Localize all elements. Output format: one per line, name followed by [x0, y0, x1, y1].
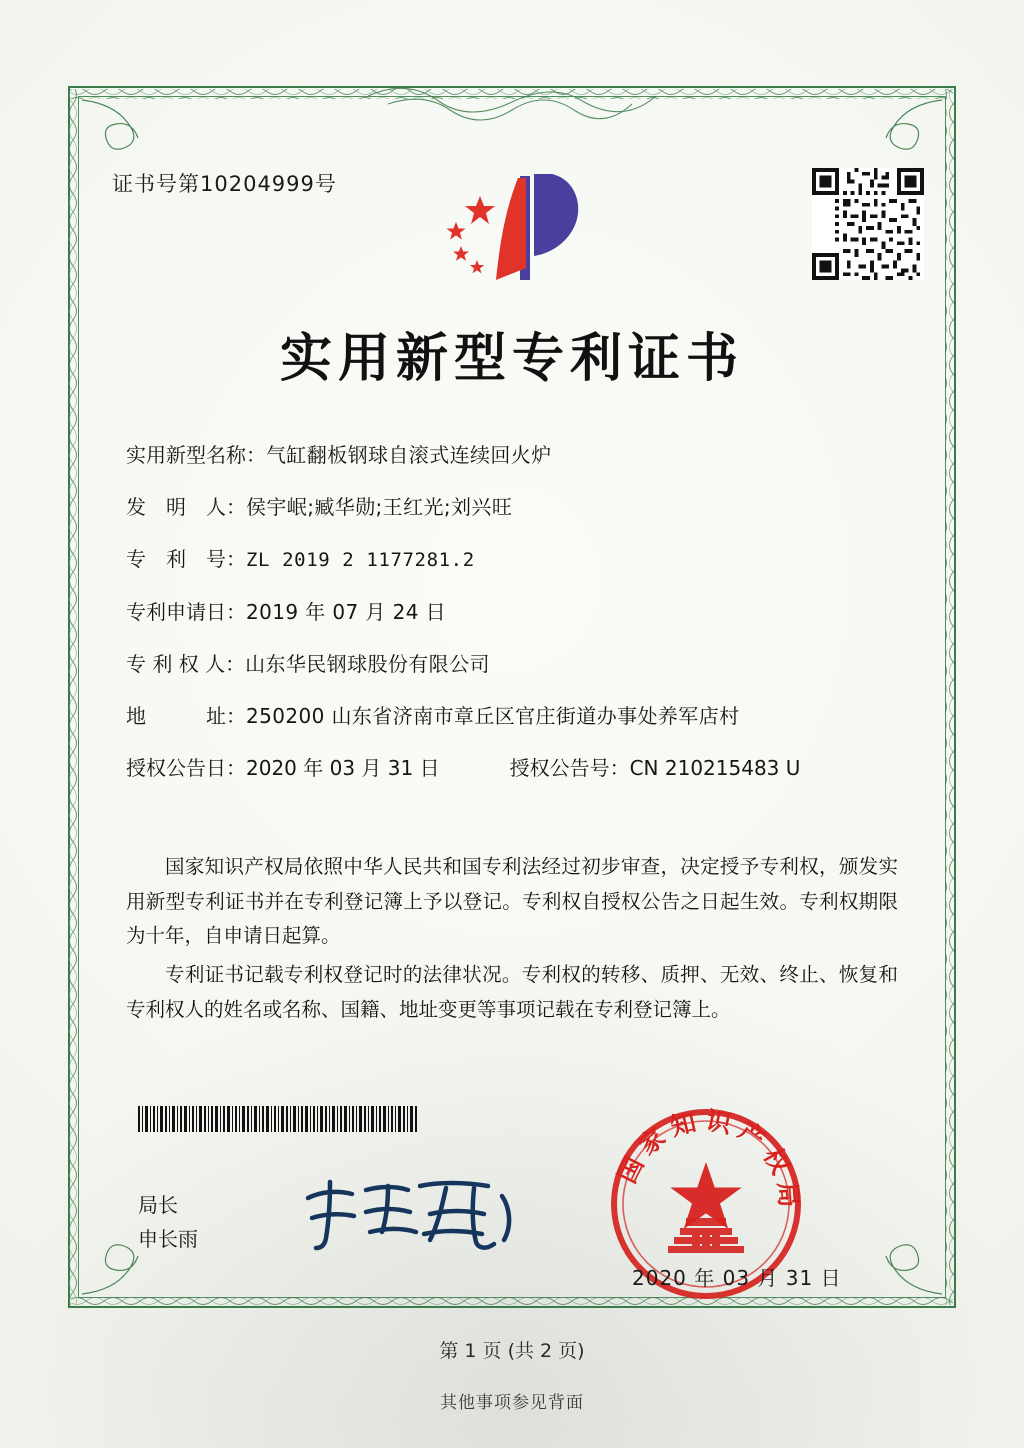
field-value: 250200 山东省济南市章丘区官庄街道办事处养军店村 [246, 703, 740, 728]
body-text [126, 850, 898, 1032]
field-value: ZL 2019 2 1177281.2 [246, 549, 475, 571]
handwritten-signature [296, 1168, 522, 1258]
qr-code [812, 168, 924, 280]
grant-number-value: CN 210215483 U [629, 755, 801, 780]
footer-note: 其他事项参见背面 [440, 1393, 584, 1413]
svg-text:国家知识产权局: 国家知识产权局 [612, 1105, 804, 1216]
director-name: 申长雨 [138, 1227, 198, 1251]
paragraph-2: 专利证书记载专利权登记时的法律状况。专利权的转移、质押、无效、终止、恢复和专利权人的姓名或名称、国籍、地址变更等事项记载在专利登记簿上。 [126, 963, 898, 1021]
field-row-patentee [126, 649, 926, 679]
field-value: 2019 年 07 月 24 日 [246, 599, 446, 624]
grant-number-group [510, 753, 801, 783]
grant-number-label: 授权公告号： [509, 755, 630, 780]
field-label: 专 利 权 人： [126, 651, 246, 676]
field-row-patent-number [126, 544, 926, 575]
field-list [126, 440, 926, 805]
page-number: 第 1 页 (共 2 页) [439, 1340, 585, 1362]
barcode [138, 1106, 418, 1132]
grant-date-label: 授权公告日： [126, 755, 246, 780]
cnipa-logo [434, 168, 604, 286]
seal-date: 2020 年 03 月 31 日 [632, 1266, 842, 1290]
field-label: 发 明 人： [126, 495, 246, 519]
field-label: 专 利 号： [126, 547, 246, 571]
field-value: 侯宇岷;臧华勋;王红光;刘兴旺 [246, 495, 513, 519]
paragraph-1: 国家知识产权局依照中华人民共和国专利法经过初步审查，决定授予专利权，颁发实用新型专利证书并在专利登记簿上予以登记。专利权自授权公告之日起生效。专利权期限为十年，自申请日起算。 [126, 855, 898, 948]
field-row-utility-model-name [126, 440, 926, 470]
field-value: 山东华民钢球股份有限公司 [245, 651, 490, 676]
grant-date-value: 2020 年 03 月 31 日 [246, 755, 440, 780]
field-value: 气缸翻板钢球自滚式连续回火炉 [266, 443, 552, 467]
field-row-application-date [126, 597, 926, 627]
field-row-inventors [126, 492, 926, 522]
field-row-address [126, 701, 926, 731]
certificate-number: 证书号第10204999号 [112, 172, 337, 196]
field-label: 地 址： [126, 703, 246, 728]
field-label: 专利申请日： [126, 599, 246, 624]
field-label: 实用新型名称： [126, 443, 266, 467]
field-row-grant-announcement [126, 753, 926, 783]
page-title: 实用新型专利证书 [279, 329, 744, 389]
director-title-label: 局长 [138, 1193, 178, 1217]
